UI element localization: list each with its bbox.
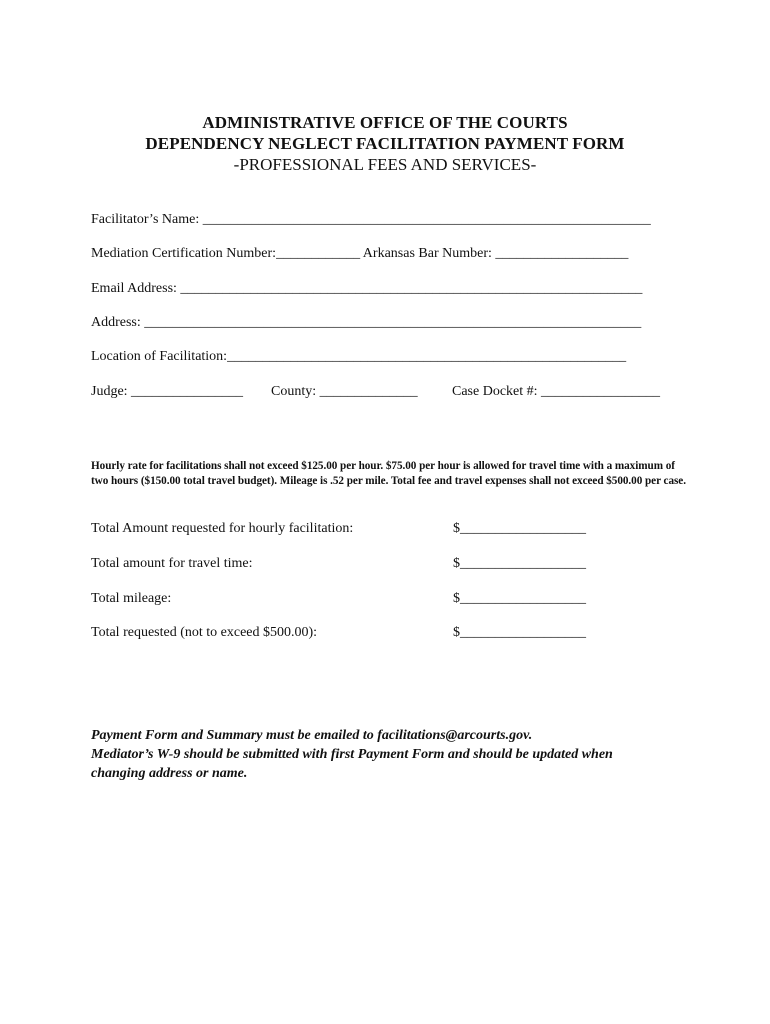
case-docket-field[interactable]: Case Docket #: _________________ (452, 384, 661, 399)
certification-and-bar-number-field[interactable]: Mediation Certification Number:____________ Arkansas Bar Number: ___________________ (91, 246, 629, 261)
mileage-amount-field[interactable]: $__________________ (453, 591, 586, 606)
address-field[interactable]: Address: _______________________________________________________________________ (91, 315, 642, 330)
total-requested-amount-field[interactable]: $__________________ (453, 625, 586, 640)
header-form-subtitle: -PROFESSIONAL FEES AND SERVICES- (233, 155, 537, 174)
travel-time-amount-field[interactable]: $__________________ (453, 556, 586, 571)
judge-field[interactable]: Judge: ________________ (91, 384, 244, 399)
form-header (0, 112, 770, 175)
rate-policy-note: Hourly rate for facilitations shall not exceed $125.00 per hour. $75.00 per hour is allowed for travel time with a maximum of two hours ($150.00 total travel budget). Mileage is .52 per mile. Total fee and travel expenses shall not exceed $500.00 per case. (91, 460, 686, 487)
total-requested-label: Total requested (not to exceed $500.00): (91, 625, 318, 640)
mileage-label: Total mileage: (91, 591, 172, 606)
header-office-title: ADMINISTRATIVE OFFICE OF THE COURTS (202, 113, 568, 132)
w9-update-line: changing address or name. (91, 766, 248, 781)
hourly-facilitation-amount-field[interactable]: $__________________ (453, 521, 586, 536)
email-address-field[interactable]: Email Address: __________________________________________________________________ (91, 281, 643, 296)
submission-email-line: Payment Form and Summary must be emailed to facilitations@arcourts.gov. (91, 728, 533, 743)
county-field[interactable]: County: ______________ (271, 384, 418, 399)
submission-instructions (91, 726, 691, 783)
hourly-facilitation-label: Total Amount requested for hourly facilitation: (91, 521, 354, 536)
w9-instruction-line: Mediator’s W-9 should be submitted with first Payment Form and should be updated when (91, 747, 613, 762)
header-form-title: DEPENDENCY NEGLECT FACILITATION PAYMENT FORM (145, 134, 625, 153)
travel-time-label: Total amount for travel time: (91, 556, 253, 571)
facilitator-name-field[interactable]: Facilitator’s Name: ________________________________________________________________ (91, 212, 651, 227)
location-of-facilitation-field[interactable]: Location of Facilitation:_________________________________________________________ (91, 349, 627, 364)
